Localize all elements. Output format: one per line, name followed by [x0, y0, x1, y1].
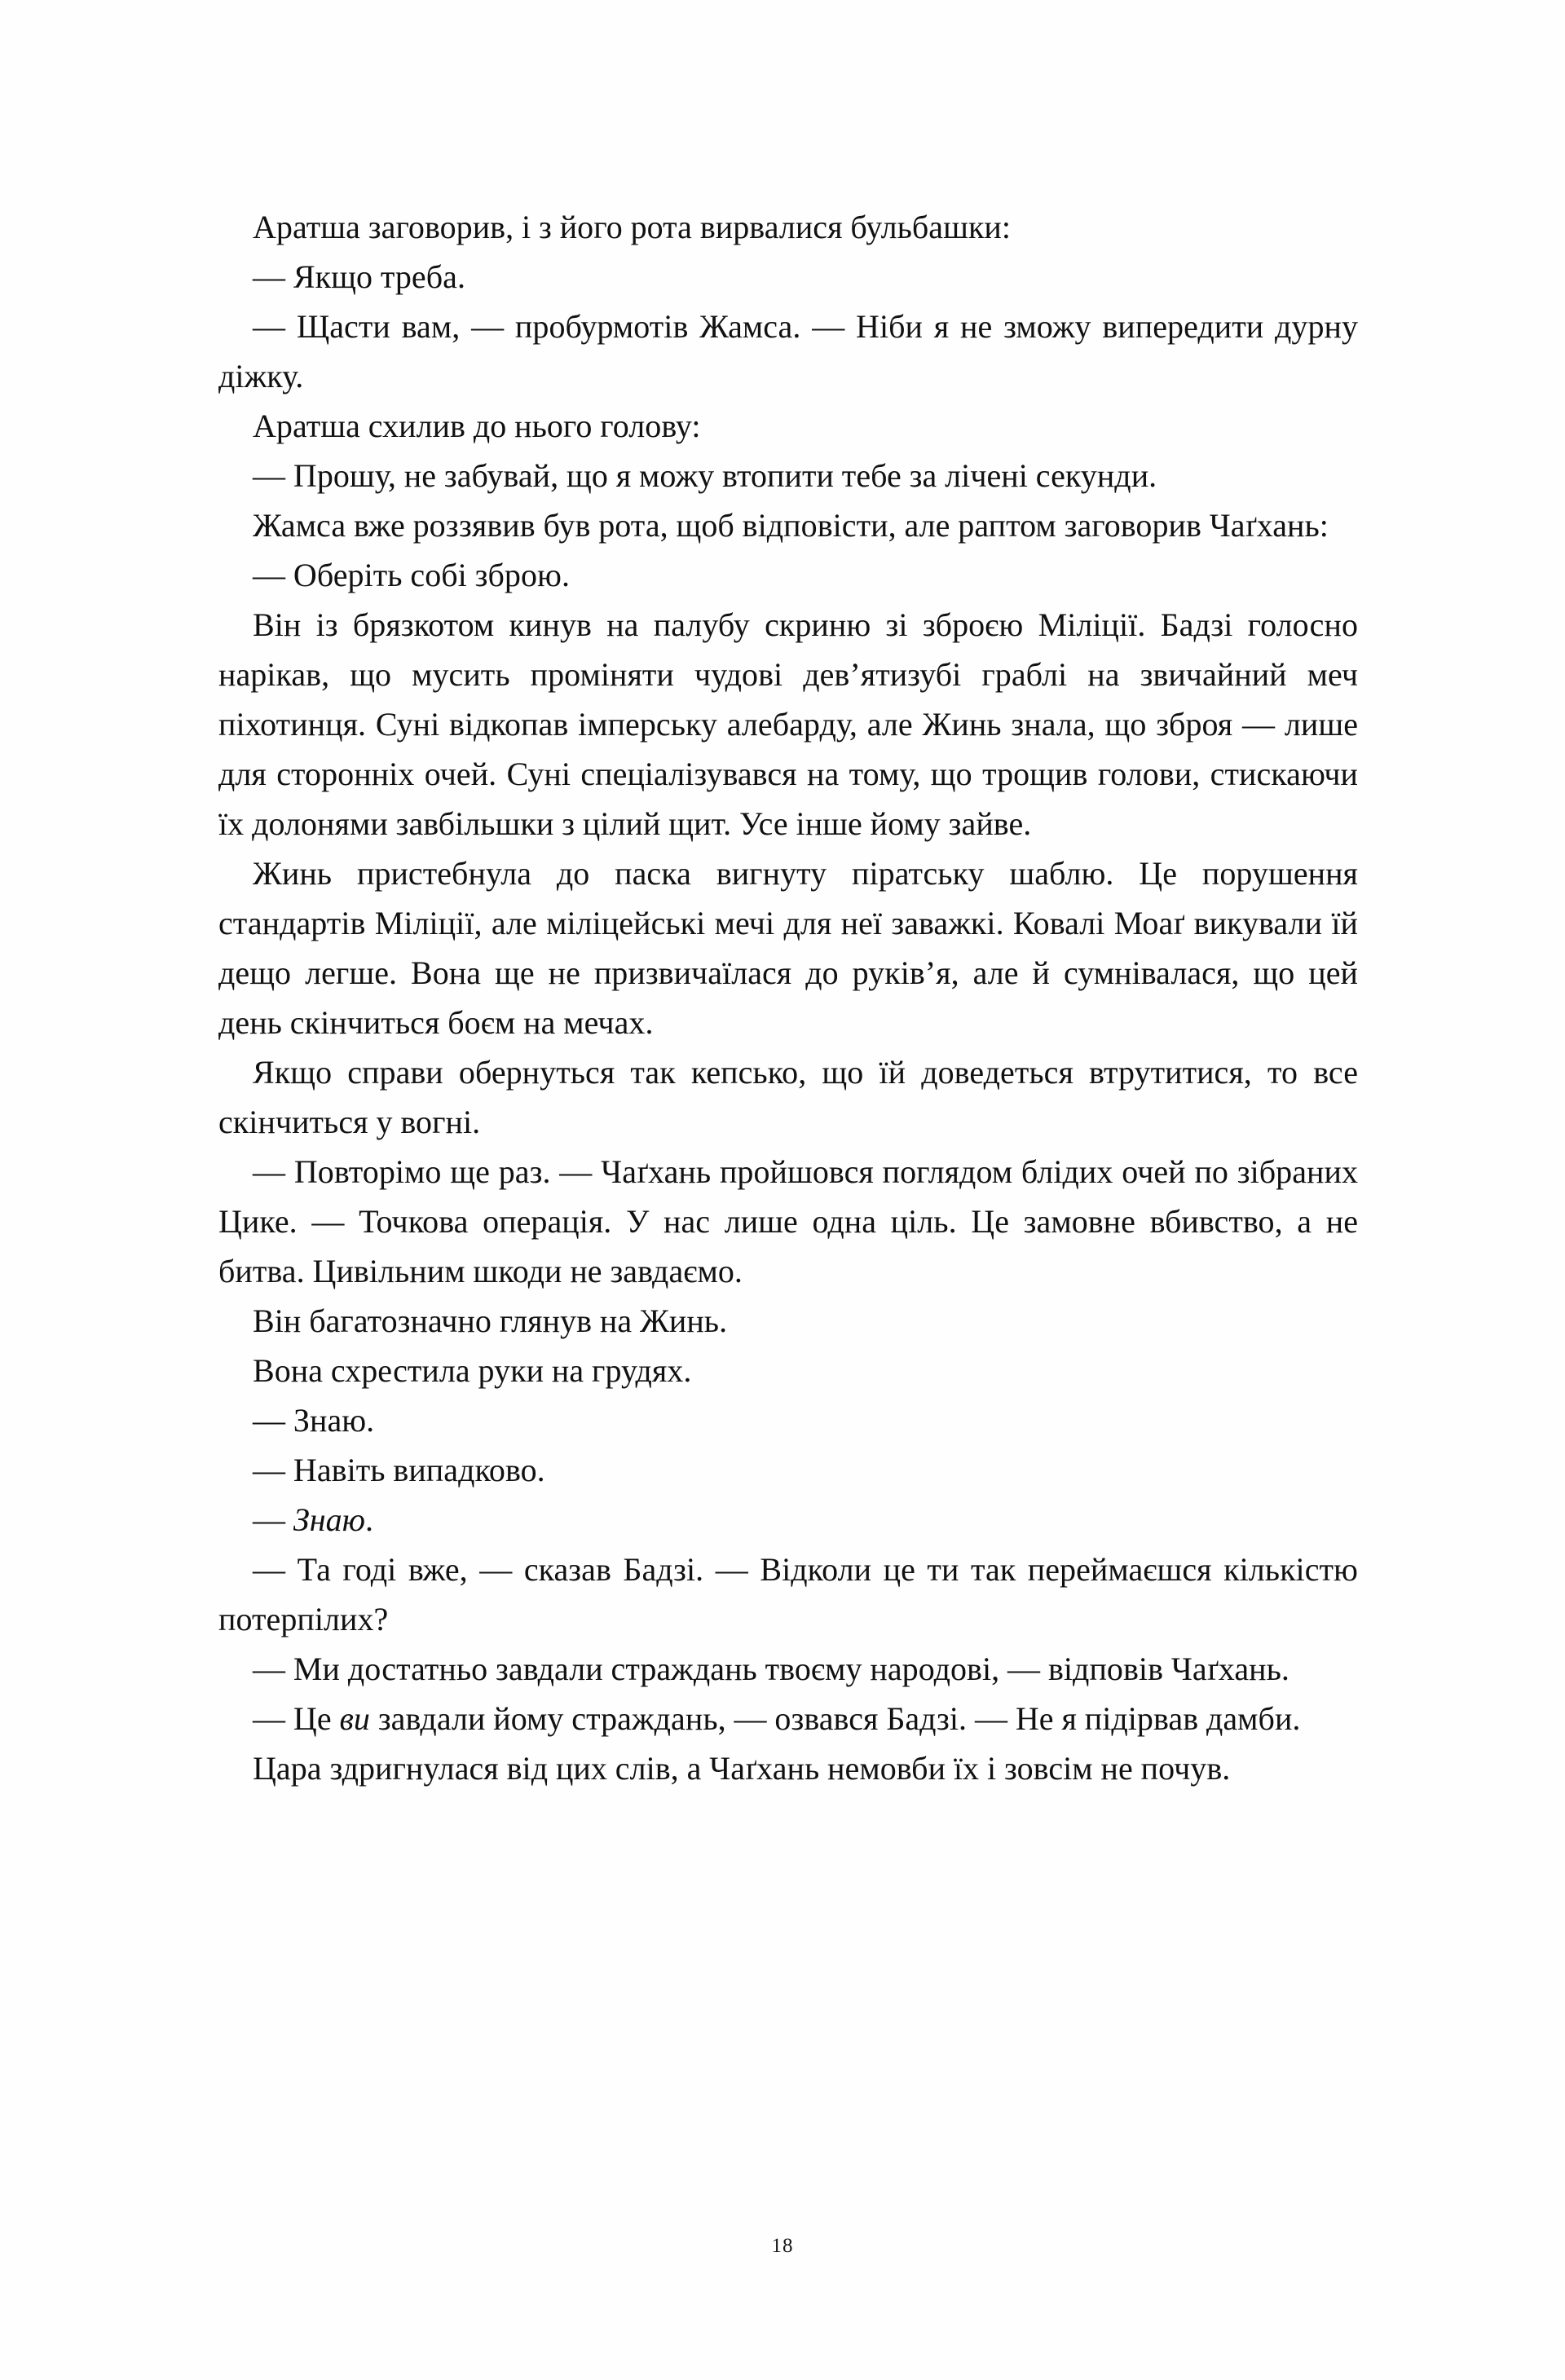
paragraph: — Якщо треба.	[253, 258, 465, 295]
paragraph: — Та годі вже, — сказав Бадзі. — Відколи це ти так переймаєшся кількістю потерпілих?	[218, 1551, 1358, 1637]
paragraph: — Повторімо ще раз. — Чаґхань пройшовся поглядом блідих очей по зібраних Цике. — Точкова операція. У нас лише одна ціль. Це замовне вбивство, а не битва. Цивільним шкоди не завдаємо.	[218, 1153, 1358, 1289]
paragraph-emphasized	[218, 1495, 1358, 1545]
plain-text: завдали йому страждань, — озвався Бадзі. — Не я підірвав дамби.	[369, 1700, 1301, 1737]
plain-text: — Це	[253, 1700, 340, 1737]
plain-text: .	[364, 1501, 374, 1538]
plain-text: —	[253, 1501, 293, 1538]
paragraph: Аратша схилив до нього голову:	[253, 408, 701, 444]
page-number: 18	[771, 2235, 794, 2257]
paragraph: — Ми достатньо завдали страждань твоєму народові, — відповів Чаґхань.	[253, 1651, 1289, 1687]
paragraph: — Навіть випадково.	[253, 1452, 545, 1488]
paragraph-emphasized	[218, 1694, 1358, 1743]
paragraph: — Знаю.	[253, 1402, 375, 1439]
italic-text: Знаю	[293, 1501, 365, 1538]
paragraph: — Оберіть собі зброю.	[253, 557, 571, 593]
paragraph: Він із брязкотом кинув на палубу скриню зі зброєю Міліції. Бадзі голосно нарікав, що мусить проміняти чудові дев’ятизубі граблі на звичайний меч піхотинця. Суні відкопав імперську алебарду, але Жинь знала, що зброя — лише для сторонніх очей. Суні спеціалізувався на тому, що трощив голови, стискаючи їх долонями завбільшки з цілий щит. Усе інше йому зайве.	[218, 606, 1358, 842]
paragraph: Жамса вже роззявив був рота, щоб відповісти, але раптом заговорив Чаґхань:	[253, 507, 1329, 544]
paragraph: — Щасти вам, — пробурмотів Жамса. — Ніби я не зможу випередити дурну діжку.	[218, 308, 1358, 394]
paragraph: Жинь пристебнула до паска вигнуту піратську шаблю. Це порушення стандартів Міліції, але міліцейські мечі для неї заважкі. Ковалі Моаґ викували їй дещо легше. Вона ще не призвичаїлася до руків’я, але й сумнівалася, що цей день скінчиться боєм на мечах.	[218, 855, 1358, 1041]
page-text-block	[218, 202, 1358, 1793]
paragraph: Цара здригнулася від цих слів, а Чаґхань немовби їх і зовсім не почув.	[253, 1750, 1231, 1787]
paragraph: Він багатозначно глянув на Жинь.	[253, 1302, 728, 1339]
paragraph: — Прошу, не забувай, що я можу втопити тебе за лічені секунди.	[253, 457, 1157, 494]
paragraph: Вона схрестила руки на грудях.	[253, 1352, 692, 1389]
italic-text: ви	[339, 1700, 370, 1737]
paragraph: Аратша заговорив, і з його рота вирвалися бульбашки:	[253, 209, 1012, 245]
paragraph: Якщо справи обернуться так кепсько, що їй доведеться втрутитися, то все скінчиться у вогні.	[218, 1054, 1358, 1140]
